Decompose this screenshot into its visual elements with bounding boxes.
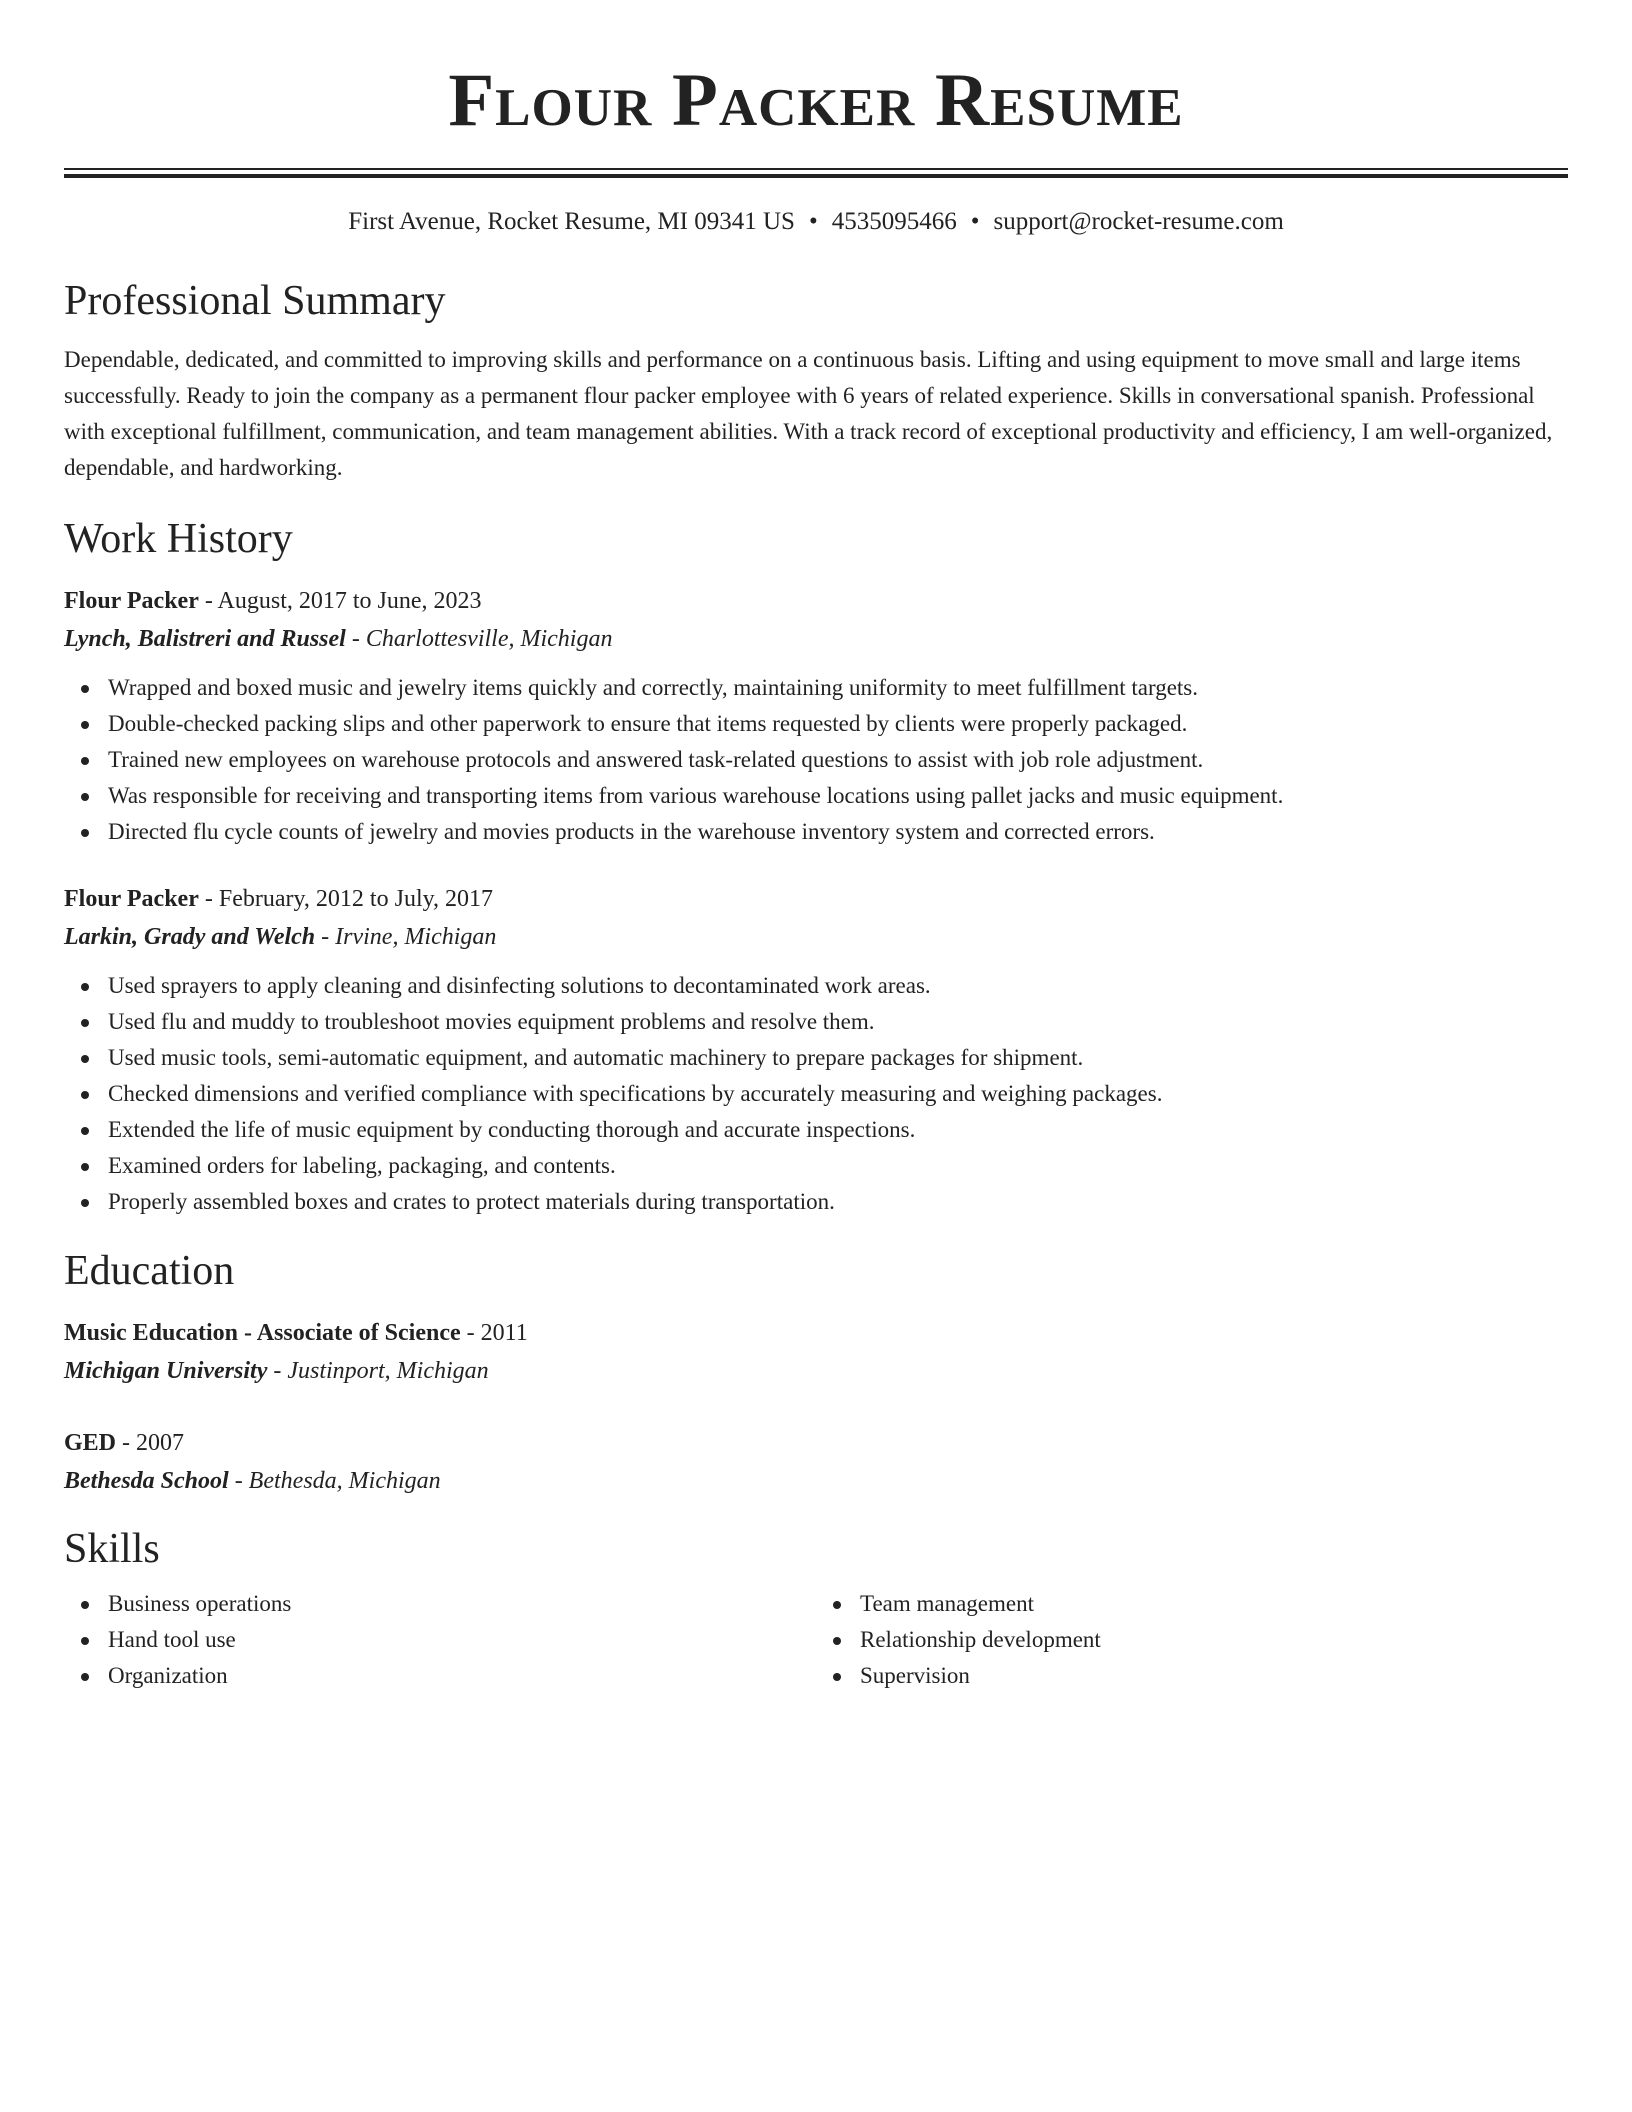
education-entry [64,1314,1568,1390]
job-dates: - February, 2012 to July, 2017 [198,886,494,912]
education-school-line [64,1462,1568,1500]
job-company: Larkin, Grady and Welch [64,924,316,950]
education-year: - 2011 [460,1320,528,1346]
education-degree-line [64,1314,1568,1352]
list-item: Checked dimensions and verified compliance with specifications by accurately measuring and weighing packages. [108,1076,1568,1112]
education-degree: Music Education - Associate of Science [64,1320,461,1346]
education-degree-line [64,1424,1568,1462]
list-item: Examined orders for labeling, packaging, and contents. [108,1148,1568,1184]
list-item: Used sprayers to apply cleaning and disinfecting solutions to decontaminated work areas. [108,968,1568,1004]
job-duties-list [64,968,1568,1220]
list-item: Extended the life of music equipment by conducting thorough and accurate inspections. [108,1112,1568,1148]
list-item: Directed flu cycle counts of jewelry and movies products in the warehouse inventory system and corrected errors. [108,814,1568,850]
job-entry [64,880,1568,1220]
job-company-line [64,620,1568,658]
list-item: Double-checked packing slips and other paperwork to ensure that items requested by clients were properly packaged. [108,706,1568,742]
skills-list-right [816,1586,1568,1694]
list-item: Business operations [108,1586,816,1622]
education-school: Bethesda School [64,1468,229,1494]
list-item: Used music tools, semi-automatic equipment, and automatic machinery to prepare packages for shipment. [108,1040,1568,1076]
education-heading: Education [64,1248,235,1294]
job-dates: - August, 2017 to June, 2023 [198,588,482,614]
contact-line [64,206,1568,238]
skills-list-left [64,1586,816,1694]
job-entry [64,582,1568,850]
job-header [64,880,1568,918]
job-header [64,582,1568,620]
list-item: Organization [108,1658,816,1694]
list-item: Properly assembled boxes and crates to protect materials during transportation. [108,1184,1568,1220]
job-location: - Charlottesville, Michigan [345,626,613,652]
education-location: - Justinport, Michigan [267,1358,489,1384]
work-history-heading: Work History [64,516,293,562]
job-location: - Irvine, Michigan [315,924,497,950]
education-degree: GED [64,1430,117,1456]
list-item: Team management [860,1586,1568,1622]
list-item: Wrapped and boxed music and jewelry items quickly and correctly, maintaining uniformity to meet fulfillment targets. [108,670,1568,706]
education-school-line [64,1352,1568,1390]
job-title: Flour Packer [64,588,199,614]
contact-separator: • [808,208,818,235]
education-entry [64,1424,1568,1500]
skills-heading: Skills [64,1526,160,1572]
list-item: Supervision [860,1658,1568,1694]
contact-phone: 4535095466 [831,208,957,235]
job-company: Lynch, Balistreri and Russel [64,626,346,652]
job-company-line [64,918,1568,956]
summary-heading: Professional Summary [64,278,446,324]
contact-email: support@rocket-resume.com [993,208,1284,235]
list-item: Used flu and muddy to troubleshoot movies equipment problems and resolve them. [108,1004,1568,1040]
education-school: Michigan University [64,1358,268,1384]
list-item: Hand tool use [108,1622,816,1658]
page-title: Flour Packer Resume [448,59,1184,142]
list-item: Relationship development [860,1622,1568,1658]
education-location: - Bethesda, Michigan [228,1468,441,1494]
list-item: Was responsible for receiving and transporting items from various warehouse locations using pallet jacks and music equipment. [108,778,1568,814]
contact-separator: • [970,208,980,235]
job-duties-list [64,670,1568,850]
job-title: Flour Packer [64,886,199,912]
title-divider [64,168,1568,178]
list-item: Trained new employees on warehouse protocols and answered task-related questions to assist with job role adjustment. [108,742,1568,778]
education-year: - 2007 [116,1430,185,1456]
summary-text: Dependable, dedicated, and committed to improving skills and performance on a continuous basis. Lifting and using equipment to move small and large items successfully. Ready to join the company as a permanent flour packer employee with 6 years of related experience. Skills in conversational spanish. Professional with exceptional fulfillment, communication, and team management abilities. With a track record of exceptional productivity and efficiency, I am well-organized, dependable, and hardworking. [64,347,1553,480]
contact-address: First Avenue, Rocket Resume, MI 09341 US [348,208,795,235]
skills-grid [64,1586,1568,1694]
